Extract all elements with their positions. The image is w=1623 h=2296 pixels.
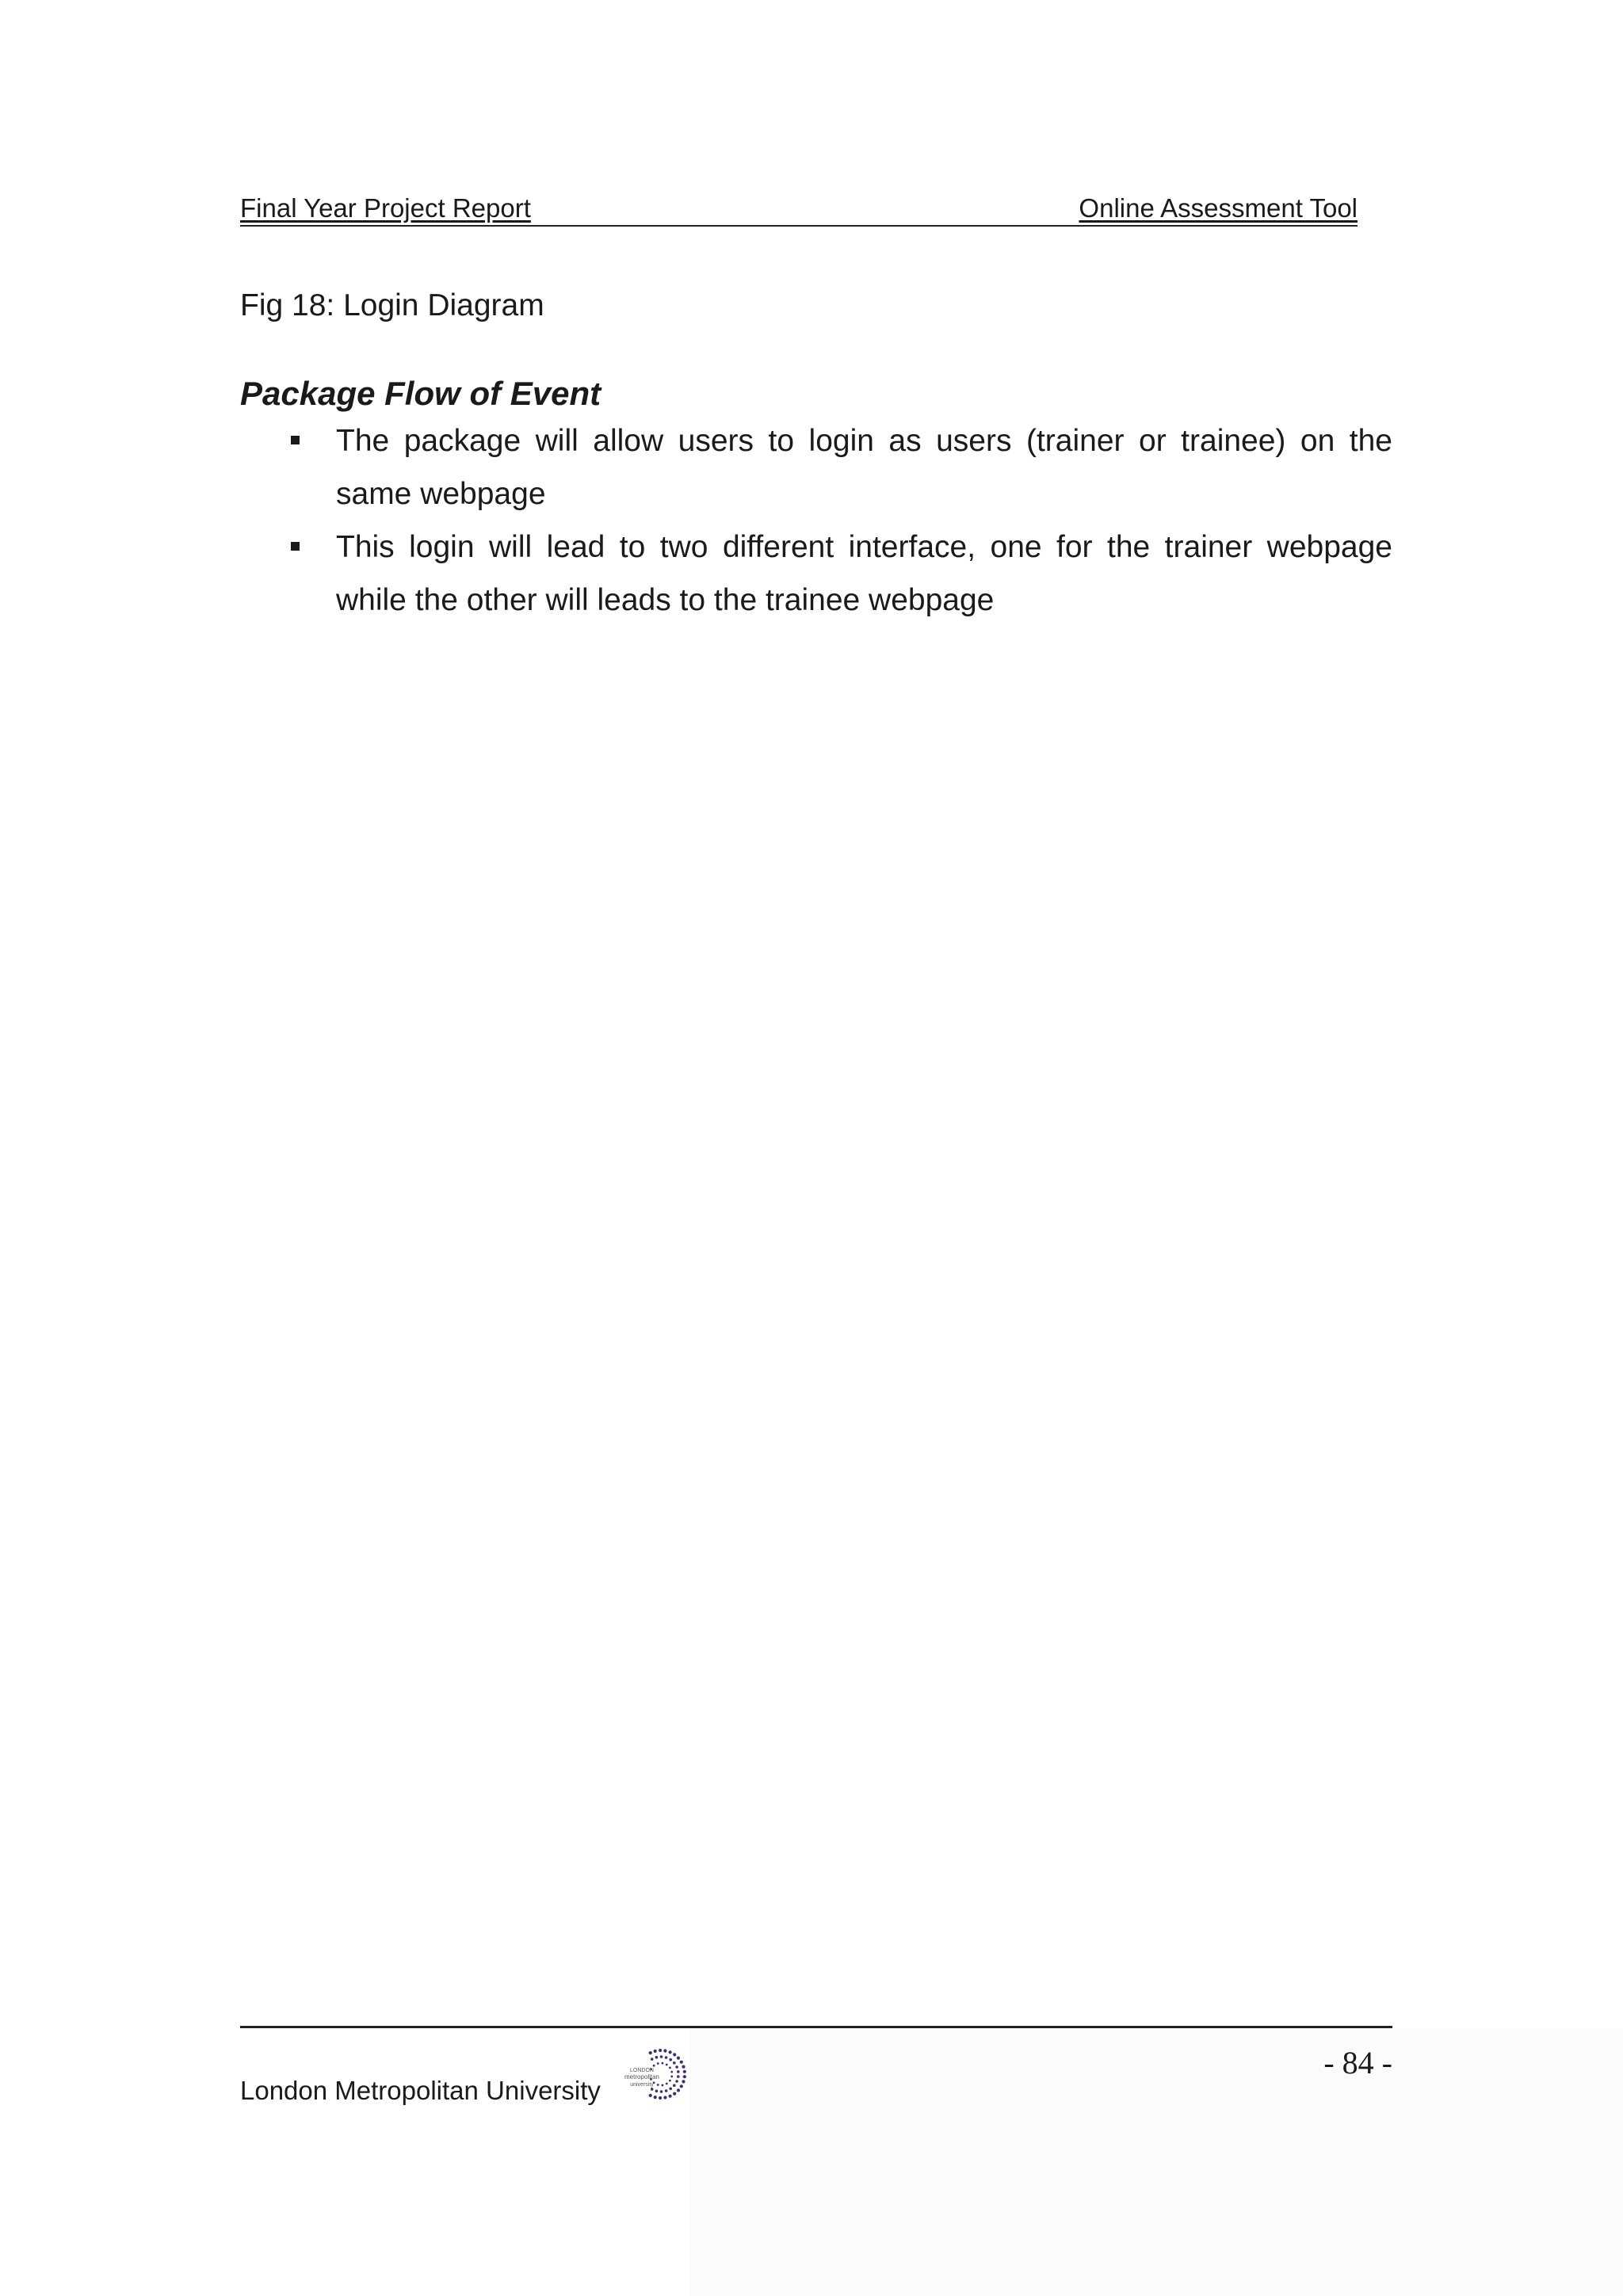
logo-line-2: metropolitan xyxy=(624,2073,660,2081)
header-report-title: Final Year Project Report xyxy=(240,193,531,223)
bullet-item xyxy=(240,521,1392,627)
page-header xyxy=(240,193,1358,227)
page-number: - 84 - xyxy=(1323,2045,1392,2081)
bullet-text: The package will allow users to login as users (trainer or trainee) on the same webpage xyxy=(336,424,1392,511)
bullet-text: This login will lead to two different interface, one for the trainer webpage while the other will leads to the trainee webpage xyxy=(336,530,1392,617)
bullet-list xyxy=(240,414,1392,627)
header-project-title: Online Assessment Tool xyxy=(1079,193,1358,223)
scan-shade xyxy=(689,2028,1623,2296)
section-heading: Package Flow of Event xyxy=(240,375,601,412)
figure-caption: Fig 18: Login Diagram xyxy=(240,288,544,322)
logo-line-3: university xyxy=(630,2082,654,2088)
square-bullet-icon xyxy=(291,436,300,444)
footer-divider xyxy=(240,2026,1392,2028)
logo-line-1: LONDON xyxy=(630,2068,654,2073)
square-bullet-icon xyxy=(291,542,300,551)
bullet-item xyxy=(240,414,1392,521)
footer-university-name: London Metropolitan University xyxy=(240,2076,601,2105)
university-logo-icon xyxy=(612,2046,699,2101)
